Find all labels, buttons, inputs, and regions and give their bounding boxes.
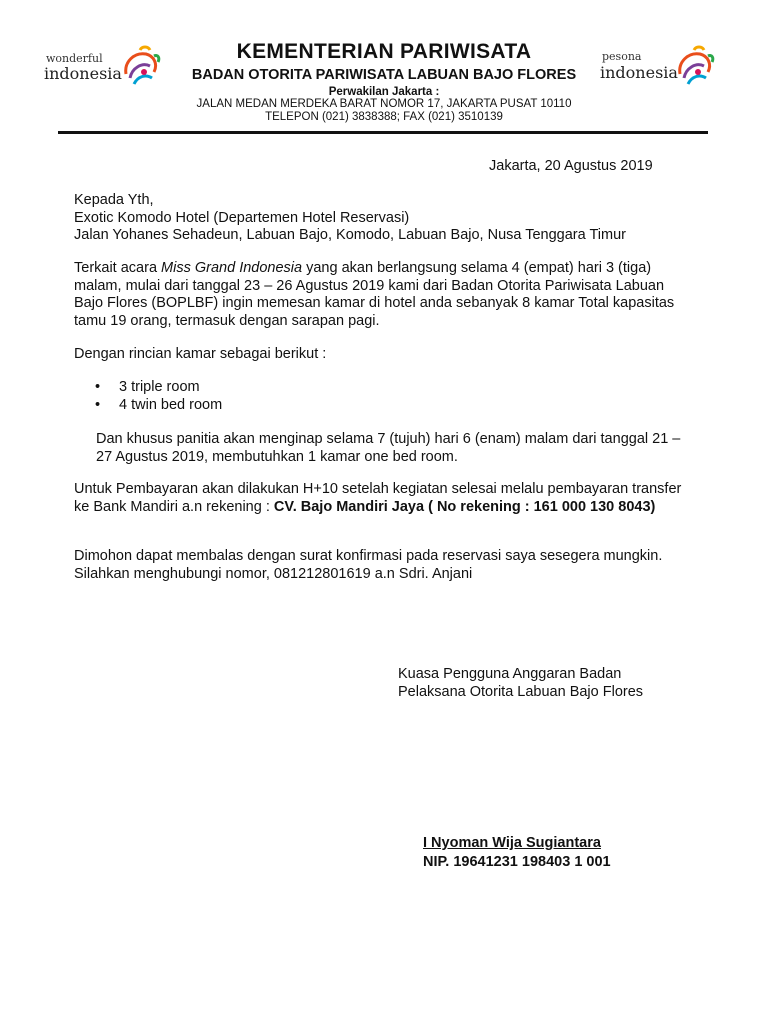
request-paragraph	[74, 260, 682, 330]
list-item: • 3 triple room	[74, 379, 674, 397]
rooms-list	[74, 379, 674, 414]
office-phone: TELEPON (021) 3838388; FAX (021) 3510139	[265, 111, 503, 123]
office-address: JALAN MEDAN MERDEKA BARAT NOMOR 17, JAKARTA PUSAT 10110	[196, 98, 572, 110]
recipient-greeting: Kepada Yth,	[74, 192, 154, 208]
rooms-intro: Dengan rincian kamar sebagai berikut :	[74, 346, 327, 362]
authority-subtitle: BADAN OTORITA PARIWISATA LABUAN BAJO FLORES	[191, 67, 577, 83]
closing-paragraph: Dimohon dapat membalas dengan surat konfirmasi pada reservasi saya sesegera mungkin. Silahkan menghubungi nomor, 081212801619 a.n Sdri. Anjani	[74, 548, 663, 582]
logo-text-bottom: indonesia	[44, 64, 122, 83]
list-item: • 4 twin bed room	[74, 397, 674, 415]
header-divider	[58, 131, 708, 134]
place-date: Jakarta, 20 Agustus 2019	[489, 158, 653, 174]
bank-account: CV. Bajo Mandiri Jaya ( No rekening : 161 000 130 8043)	[273, 498, 656, 515]
recipient-address: Jalan Yohanes Sehadeun, Labuan Bajo, Komodo, Labuan Bajo, Nusa Tenggara Timur	[74, 227, 626, 243]
recipient-name: Exotic Komodo Hotel (Departemen Hotel Reservasi)	[74, 209, 410, 226]
recipient-block	[74, 192, 694, 245]
logo-text-top: pesona	[602, 50, 642, 63]
signatory-nip: NIP. 19641231 198403 1 001	[423, 853, 611, 870]
signatory-role	[398, 666, 698, 701]
role-line: Kuasa Pengguna Anggaran Badan	[398, 666, 622, 682]
signatory-name: I Nyoman Wija Sugiantara	[423, 835, 601, 851]
role-line: Pelaksana Otorita Labuan Bajo Flores	[398, 683, 644, 700]
logo-text-top: wonderful	[46, 52, 103, 65]
ministry-title: KEMENTERIAN PARIWISATA	[236, 40, 532, 63]
signatory-block	[423, 835, 611, 871]
payment-text: Untuk Pembayaran akan dilakukan H+10 setelah kegiatan selesai melalu pembayaran transfer ke Bank Mandiri a.n rekening :	[74, 481, 682, 515]
event-name: Miss Grand Indonesia	[161, 260, 303, 276]
logo-text-bottom: indonesia	[600, 63, 678, 82]
payment-paragraph	[74, 481, 686, 516]
para-text: yang akan berlangsung selama 4 (empat) hari 3 (tiga) malam, mulai dari tanggal 23 – 26 Agustus 2019 kami dari Badan Otorita Pariwisata Labuan Bajo Flores (BOPLBF) ingin memesan kamar di hotel anda sebanyak 8 kamar Total kapasitas tamu 19 orang, termasuk dengan sarapan pagi.	[74, 260, 675, 329]
representative-office: Perwakilan Jakarta :	[328, 86, 440, 98]
para-text: Terkait acara	[74, 260, 162, 276]
committee-note: Dan khusus panitia akan menginap selama 7 (tujuh) hari 6 (enam) malam dari tanggal 21 – 27 Agustus 2019, membutuhkan 1 kamar one bed room.	[96, 431, 681, 465]
